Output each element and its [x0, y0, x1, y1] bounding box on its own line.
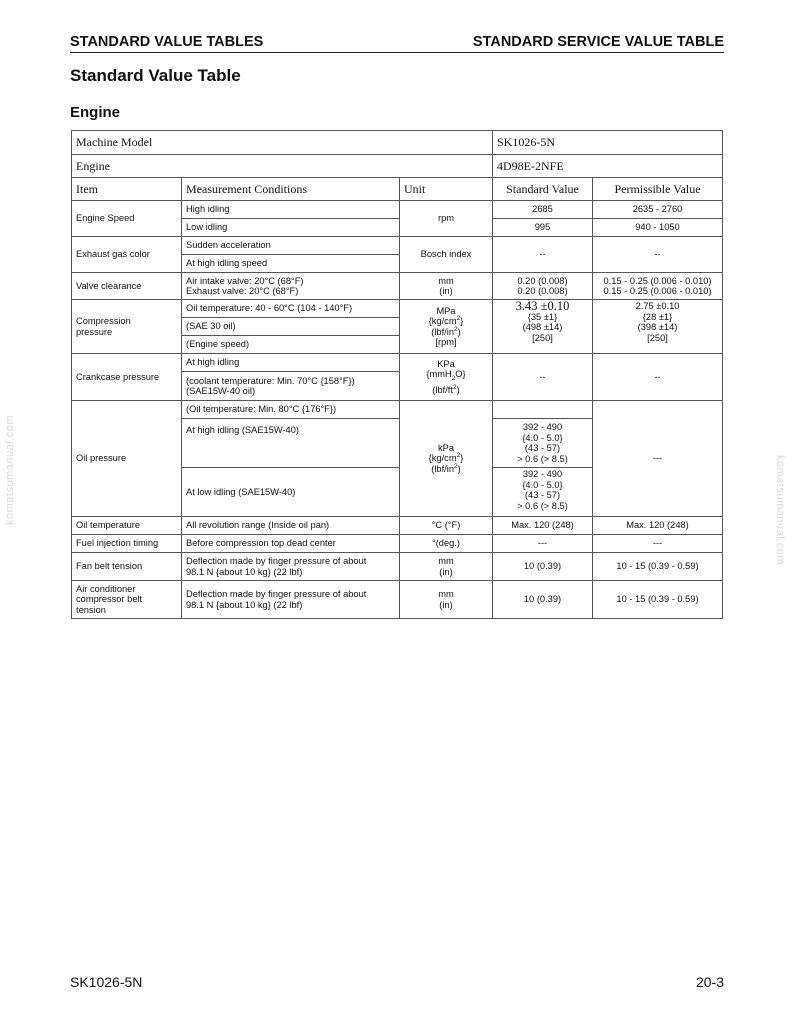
cond-valve: [182, 273, 400, 300]
std-oil-high-4: > 0.6 (> 8.5): [517, 453, 568, 464]
table-row: [72, 401, 723, 419]
unit-fan-mm: mm: [438, 556, 454, 566]
unit-bosch: Bosch index: [400, 237, 493, 273]
unit-rpm-bracket: [rpm]: [435, 337, 457, 347]
col-header-unit: Unit: [400, 178, 493, 201]
table-row: [72, 273, 723, 300]
item-ac-belt: [72, 581, 182, 619]
perm-compression-lbf: (398 ±14): [637, 322, 678, 332]
std-exhaust: --: [493, 237, 593, 273]
unit-oil-pressure: [400, 401, 493, 517]
unit-mm: mm: [438, 275, 454, 286]
std-fan-belt: 10 (0.39): [493, 553, 593, 581]
item-oil-temp: Oil temperature: [72, 517, 182, 535]
col-header-conditions: Measurement Conditions: [182, 178, 400, 201]
col-header-permissible: Permissible Value: [593, 178, 723, 201]
std-oil-high-3: (43 - 57): [524, 443, 561, 453]
std-engine-speed-high: 2685: [493, 201, 593, 219]
unit-lbfft2: $(lbf/ft^2)$: [432, 383, 460, 395]
table-row: [72, 517, 723, 535]
std-compression: [493, 300, 593, 354]
table-row: [72, 581, 723, 619]
unit-rpm: rpm: [400, 201, 493, 237]
engine-label: Engine: [72, 155, 493, 178]
cond-ac-belt: [182, 581, 400, 619]
perm-compression-mpa: 2.75 ±0.10: [635, 301, 680, 311]
item-valve: Valve clearance: [72, 273, 182, 300]
unit-oil-temp: °C (°F): [400, 517, 493, 535]
machine-model-label: Machine Model: [72, 131, 493, 155]
unit-ac-belt: [400, 581, 493, 619]
perm-exhaust: --: [593, 237, 723, 273]
std-ac-belt: 10 (0.39): [493, 581, 593, 619]
item-exhaust: Exhaust gas color: [72, 237, 182, 273]
perm-valve-exhaust: 0.15 - 0.25 (0.006 - 0.010): [603, 286, 712, 296]
unit-fuel-injection: °(deg.): [400, 535, 493, 553]
cond-ac-belt-1: Deflection made by finger pressure of about: [186, 589, 367, 599]
cond-crankcase-coolant: [182, 372, 400, 401]
std-fuel-injection: ---: [493, 535, 593, 553]
cond-sae30: (SAE 30 oil): [182, 318, 400, 336]
unit-ac-mm: mm: [438, 589, 454, 599]
unit-lbfin2: $(lbf/in^2)$: [431, 325, 461, 337]
table-row: [72, 300, 723, 318]
std-valve: [493, 273, 593, 300]
std-oil-temp: Max. 120 (248): [493, 517, 593, 535]
machine-model-value: SK1026-5N: [493, 131, 723, 155]
unit-oil-lbfin2: $(lbf/in^2)$: [431, 462, 461, 474]
unit-compression: [400, 300, 493, 354]
std-compression-lbf: (498 ±14): [522, 322, 563, 332]
std-oil-low-1: 392 - 490: [522, 469, 563, 479]
unit-fan-belt: [400, 553, 493, 581]
std-compression-kg: {35 ±1}: [527, 311, 558, 322]
watermark-right: komatsumanual.com: [774, 455, 786, 565]
page-title: Standard Value Table: [70, 66, 241, 85]
std-oil-high-1: 392 - 490: [522, 422, 563, 432]
machine-model-row: [72, 131, 723, 155]
cond-fuel-injection: Before compression top dead center: [182, 535, 400, 553]
item-ac-belt-3: tension: [76, 604, 106, 615]
std-oil-low-4: > 0.6 (> 8.5): [517, 500, 568, 511]
std-crankcase: --: [493, 354, 593, 401]
item-compression-1: Compression: [76, 316, 131, 326]
watermark-left: komatsumanual.com: [4, 415, 16, 525]
header-left: STANDARD VALUE TABLES: [70, 34, 264, 50]
std-compression-rpm: [250]: [532, 332, 553, 343]
unit-crankcase: [400, 354, 493, 401]
table-row: [72, 237, 723, 255]
cond-high-idling-speed: At high idling speed: [182, 255, 400, 273]
std-oil-low-2: {4.0 - 5.0}: [522, 479, 563, 490]
std-engine-speed-low: 995: [493, 219, 593, 237]
section-title: Engine: [70, 104, 121, 121]
cond-oil-low: At low idling (SAE15W-40): [182, 468, 400, 517]
unit-mpa: MPa: [436, 305, 456, 316]
std-oil-low-3: (43 - 57): [524, 490, 561, 500]
item-ac-belt-1: Air conditioner: [76, 583, 136, 594]
item-ac-belt-2: compressor belt: [76, 594, 143, 605]
cond-oil-high: At high idling (SAE15W-40): [182, 419, 400, 468]
perm-ac-belt: 10 - 15 (0.39 - 0.59): [593, 581, 723, 619]
perm-compression-kg: {28 ±1}: [642, 311, 673, 322]
col-header-standard: Standard Value: [493, 178, 593, 201]
cond-compression-oil-temp: Oil temperature: 40 - 60°C (104 - 140°F): [182, 300, 400, 318]
unit-oil-kpa: kPa: [437, 442, 455, 453]
cond-valve-exhaust: Exhaust valve: 20°C (68°F): [186, 286, 299, 296]
header-right: STANDARD SERVICE VALUE TABLE: [472, 34, 724, 50]
unit-mmh2o: {mmH$_2$O}: [426, 369, 466, 383]
perm-oil-pressure: ---: [593, 401, 723, 517]
cond-crankcase-high: At high idling: [182, 354, 400, 372]
cond-high-idling: High idling: [182, 201, 400, 219]
perm-valve-intake: 0.15 - 0.25 (0.006 - 0.010): [603, 275, 712, 286]
col-header-item: Item: [72, 178, 182, 201]
perm-crankcase: --: [593, 354, 723, 401]
item-compression-2: pressure: [76, 326, 113, 337]
cond-crankcase-coolant-temp: (coolant temperature: Min. 70°C {158°F}): [186, 375, 355, 386]
cond-ac-belt-2: 98.1 N {about 10 kg} (22 lbf): [186, 599, 303, 610]
unit-oil-kgcm2: $\{kg/cm^2\}$: [428, 452, 464, 464]
unit-kpa: KPa: [437, 358, 455, 369]
cond-crankcase-oil: (SAE15W-40 oil): [186, 386, 256, 396]
perm-engine-speed-low: 940 - 1050: [593, 219, 723, 237]
perm-fuel-injection: ---: [593, 535, 723, 553]
item-fan-belt: Fan belt tension: [72, 553, 182, 581]
std-valve-exhaust: 0.20 (0.008): [517, 286, 568, 296]
std-oil-high-2: {4.0 - 5.0}: [522, 432, 563, 443]
perm-compression: [593, 300, 723, 354]
table-row: [72, 535, 723, 553]
std-compression-mpa: 3.43 ±0.10: [515, 299, 570, 313]
perm-compression-rpm: [250]: [647, 332, 668, 343]
cond-sudden-accel: Sudden acceleration: [182, 237, 400, 255]
footer-model: SK1026-5N: [70, 974, 143, 990]
unit-fan-in: (in): [439, 566, 453, 577]
unit-in: (in): [439, 286, 453, 296]
item-fuel-injection: Fuel injection timing: [72, 535, 182, 553]
item-compression: [72, 300, 182, 354]
cond-low-idling: Low idling: [182, 219, 400, 237]
engine-value: 4D98E-2NFE: [493, 155, 723, 178]
engine-row: [72, 155, 723, 178]
perm-engine-speed-high: 2635 - 2760: [593, 201, 723, 219]
standard-value-table: [71, 130, 723, 619]
item-oil-pressure: Oil pressure: [72, 401, 182, 517]
cond-fan-belt-2: 98.1 N {about 10 kg} (22 lbf): [186, 566, 303, 577]
footer-page-number: 20-3: [695, 974, 724, 990]
table-row: [72, 201, 723, 219]
table-row: [72, 354, 723, 372]
cond-valve-intake: Air intake valve: 20°C (68°F): [186, 275, 304, 286]
cond-oil-temp: All revolution range (Inside oil pan): [182, 517, 400, 535]
column-header-row: [72, 178, 723, 201]
perm-oil-temp: Max. 120 (248): [593, 517, 723, 535]
unit-ac-in: (in): [439, 599, 453, 610]
unit-valve: [400, 273, 493, 300]
cond-engine-speed: (Engine speed): [182, 336, 400, 354]
cond-fan-belt-1: Deflection made by finger pressure of about: [186, 556, 367, 566]
page-header: [70, 34, 724, 53]
perm-valve: [593, 273, 723, 300]
std-oil-high: [493, 419, 593, 468]
std-oil-low: [493, 468, 593, 517]
item-crankcase: Crankcase pressure: [72, 354, 182, 401]
cond-oil-temp-min: (Oil temperature: Min. 80°C {176°F}): [182, 401, 400, 419]
table-row: [72, 553, 723, 581]
std-valve-intake: 0.20 (0.008): [517, 275, 568, 286]
item-engine-speed: Engine Speed: [72, 201, 182, 237]
std-oil-temp-empty: [493, 401, 593, 419]
cond-fan-belt: [182, 553, 400, 581]
perm-fan-belt: 10 - 15 (0.39 - 0.59): [593, 553, 723, 581]
unit-kgcm2: $\{kg/cm^2\}$: [428, 314, 464, 326]
